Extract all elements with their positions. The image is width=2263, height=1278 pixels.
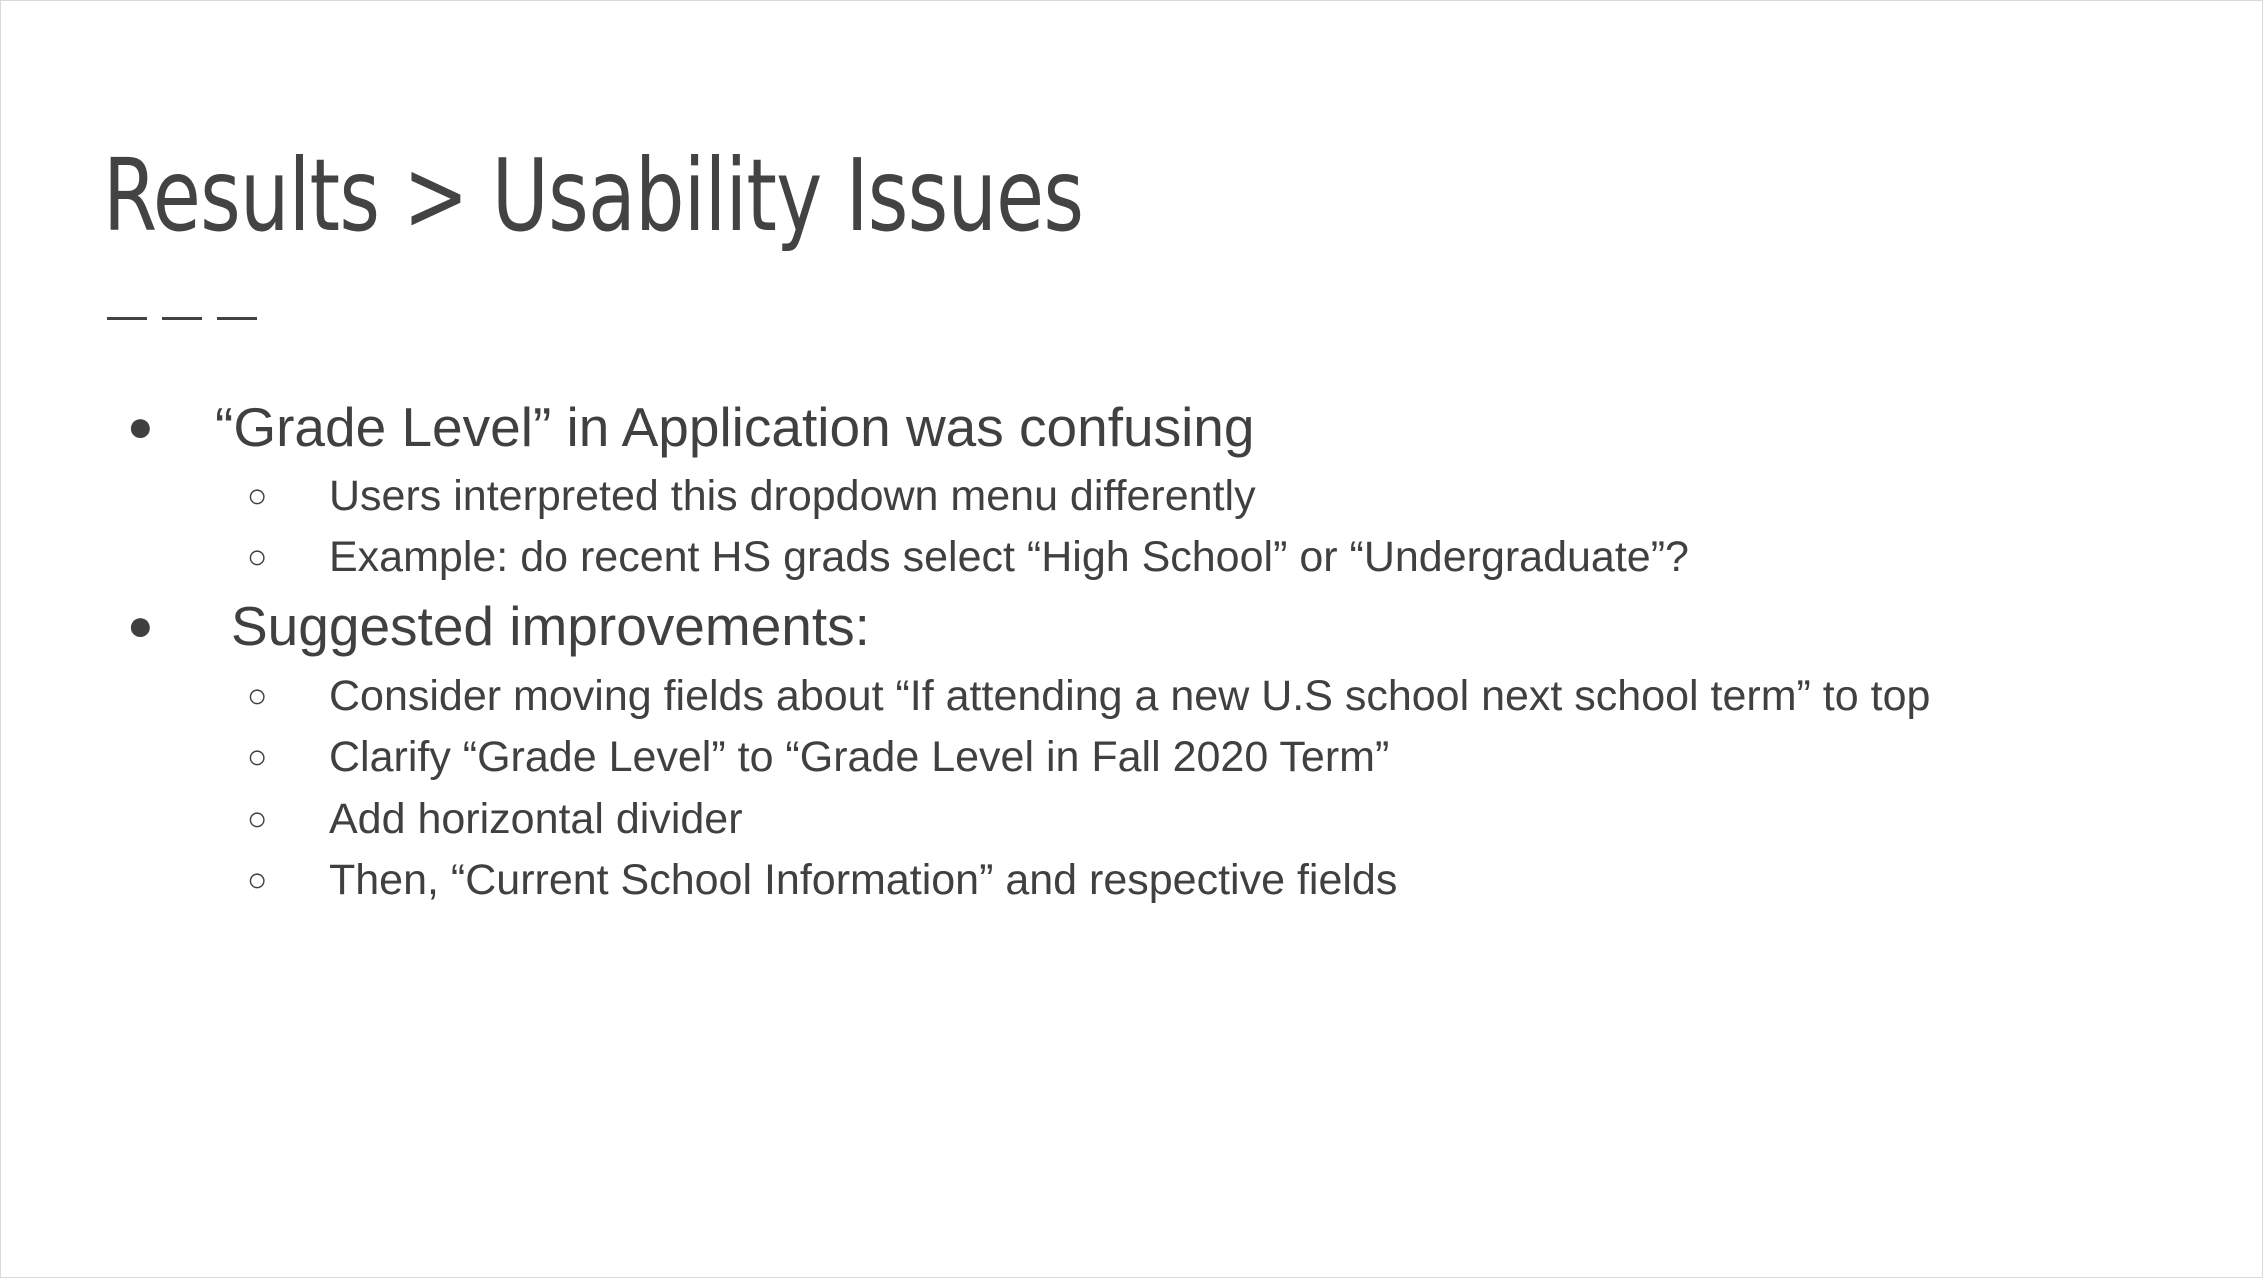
subbullet-marker: ○ — [247, 538, 268, 576]
subbullet-marker: ○ — [247, 738, 268, 776]
subbullet-text: Users interpreted this dropdown menu differently — [329, 472, 1256, 520]
subbullet-text: Example: do recent HS grads select “High School” or “Undergraduate”? — [329, 533, 1689, 581]
subbullet-marker: ○ — [247, 477, 268, 515]
subbullet-marker: ○ — [247, 861, 268, 899]
bullet-marker: ● — [127, 402, 154, 451]
subbullet-marker: ○ — [247, 677, 268, 715]
slide-title: Results > Usability Issues — [103, 137, 1084, 254]
divider-dash — [162, 317, 202, 320]
subbullet-text: Add horizontal divider — [329, 795, 743, 843]
subbullet-marker: ○ — [247, 800, 268, 838]
bullet-text: Suggested improvements: — [231, 595, 870, 657]
divider-dash — [107, 317, 147, 320]
subbullet-text: Clarify “Grade Level” to “Grade Level in Fall 2020 Term” — [329, 733, 1390, 781]
bullet-marker: ● — [127, 601, 154, 650]
subbullet-text: Then, “Current School Information” and respective fields — [329, 856, 1398, 904]
title-divider — [107, 317, 257, 320]
bullet-text: “Grade Level” in Application was confusing — [215, 396, 1255, 458]
subbullet-text: Consider moving fields about “If attending a new U.S school next school term” to top — [329, 672, 1931, 720]
divider-dash — [217, 317, 257, 320]
